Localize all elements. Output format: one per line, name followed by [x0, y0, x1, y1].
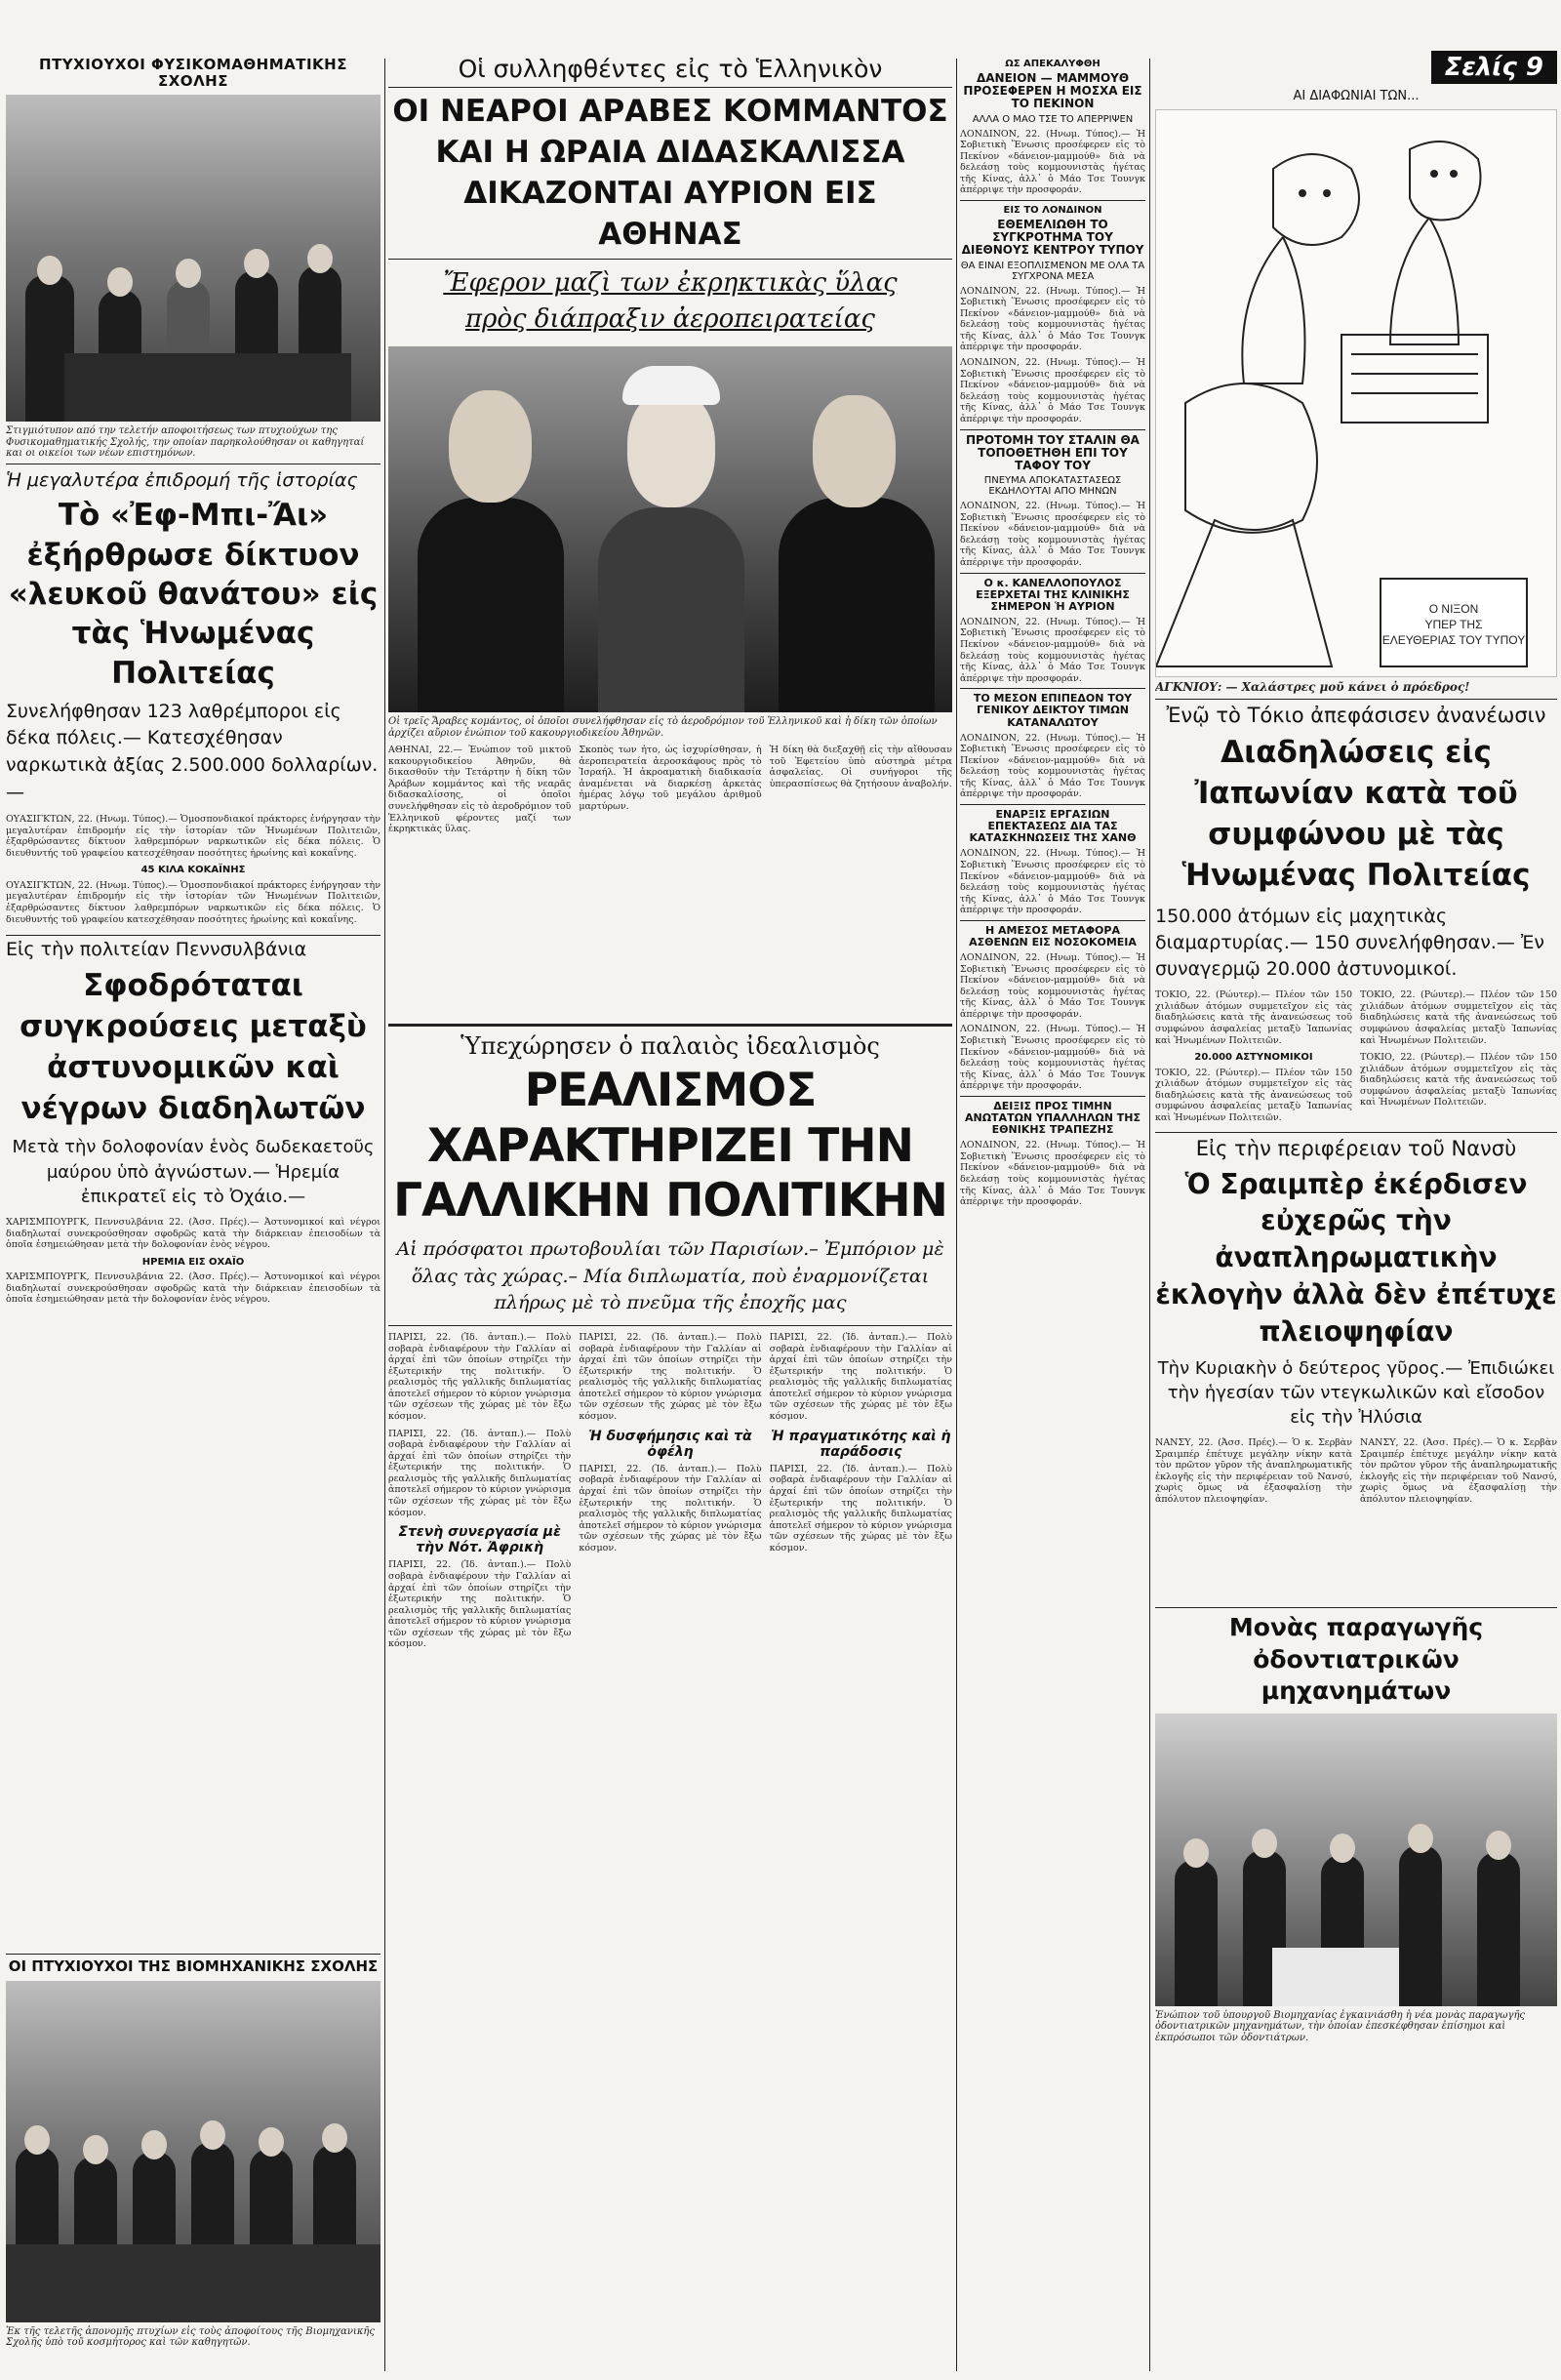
industrial-graduates-title: ΟΙ ΠΤΥΧΙΟΥΧΟΙ ΤΗΣ ΒΙΟΜΗΧΑΝΙΚΗΣ ΣΧΟΛΗΣ — [8, 1957, 379, 1975]
loan-sub: ΑΛΛΑ Ο ΜΑΟ ΤΣΕ ΤΟ ΑΠΕΡΡΙΨΕΝ — [972, 113, 1134, 125]
riots-subheadline: Μετὰ τὴν δολοφονίαν ἑνὸς δωδεκαετοῦς μαύρου ὑπὸ ἀγνώστων.— Ἡρεμία ἐπικρατεῖ εἰς τὸ Ὀχάιο.— — [12, 1137, 375, 1207]
stalin-title: ΠΡΟΤΟΜΗ ΤΟΥ ΣΤΑΛΙΝ ΘΑ ΤΟΠΟΘΕΤΗΘΗ ΕΠΙ ΤΟΥ ΤΑΦΟΥ ΤΟΥ — [966, 432, 1140, 472]
commandos-body-c: Ἡ δίκη θὰ διεξαχθῇ εἰς τὴν αἴθουσαν τοῦ Ἐφετείου ὑπὸ αὐστηρὰ μέτρα ἀσφαλείας. Οἱ συνήγοροι τῆς ὑπερασπίσεως θὰ ζητήσουν ἀναβολήν. — [769, 745, 952, 789]
nancy-kicker: Εἰς τὴν περιφέρειαν τοῦ Νανσὺ — [1195, 1136, 1517, 1160]
patients-body: ΛΟΝΔΙΝΟΝ, 22. (Ηνωμ. Τύπος).— Ἡ Σοβιετικὴ Ἕνωσις προσέφερεν εἰς τὸ Πεκίνον «δάνειον-μαμμούθ» διὰ νὰ δελεάσῃ τοὺς κομμουνιστὰς ἡγέτας τῆς Κίνας, ἀλλ᾿ ὁ Μάο Τσε Τουνγκ ἀπέρριψε τὴν προσφοράν. — [960, 952, 1145, 1020]
commandos-photo-caption: Οἱ τρεῖς Ἄραβες κομάντος, οἱ ὁποῖοι συνελήφθησαν εἰς τὸ ἀεροδρόμιον τοῦ Ἑλληνικοῦ καὶ ἡ δίκη τῶν ὁποίων ἀρχίζει αὔριον ἐνώπιον τοῦ κακουργιοδικείου Ἀθηνῶν. — [388, 716, 938, 739]
france-body-2b: ΠΑΡΙΣΙ, 22. (Ἰδ. ἀνταπ.).— Πολὺ σοβαρὰ ἐνδιαφέρουν τὴν Γαλλίαν αἱ ἀρχαί ἐπὶ τῶν ὁποίων στηρίζει τὴν ἐξωτερικήν της πολιτικήν. Ὁ ρεαλισμὸς τῆς γαλλικῆς διπλωματίας ἀποτελεῖ σήμερον τὸ κύριον γνώρισμα τῶν σχέσεων τῆς χώρας μὲ τὸν ἔξω κόσμον. — [579, 1463, 762, 1553]
france-deck: Αἱ πρόσφατοι πρωτοβουλίαι τῶν Παρισίων.– Ἐμπόριον μὲ ὅλας τὰς χώρας.– Μία διπλωματία, ποὺ ἐναρμονίζεται πλήρως μὲ τὸ πνεῦμα τῆς ἐποχῆς μας — [396, 1238, 944, 1314]
cartoon-drawing — [1156, 110, 1556, 676]
dental-headline: Μονὰς παραγωγῆς ὀδοντιατρικῶν μηχανημάτων — [1228, 1613, 1484, 1706]
commandos-deck-2: πρὸς διάπραξιν ἀεροπειρατείας — [465, 303, 875, 334]
column-3 — [960, 0, 1145, 2380]
japan-body-4: ΤΟΚΙΟ, 22. (Ρώυτερ).— Πλέον τῶν 150 χιλιάδων ἀτόμων συμμετεῖχον εἰς τὰς διαδηλώσεις κατὰ τῆς ἀνανεώσεως τοῦ συμφώνου ἀσφαλείας μεταξὺ Ἰαπωνίας καὶ Ἡνωμένων Πολιτειῶν. — [1360, 1052, 1557, 1109]
press-center-body-2: ΛΟΝΔΙΝΟΝ, 22. (Ηνωμ. Τύπος).— Ἡ Σοβιετικὴ Ἕνωσις προσέφερεν εἰς τὸ Πεκίνον «δάνειον-μαμμούθ» διὰ νὰ δελεάσῃ τοὺς κομμουνιστὰς ἡγέτας τῆς Κίνας, ἀλλ᾿ ὁ Μάο Τσε Τουνγκ ἀπέρριψε τὴν προσφοράν. — [960, 357, 1145, 424]
france-kicker: Ὑπεχώρησεν ὁ παλαιὸς ἰδεαλισμὸς — [460, 1032, 880, 1061]
france-body-3b: ΠΑΡΙΣΙ, 22. (Ἰδ. ἀνταπ.).— Πολὺ σοβαρὰ ἐνδιαφέρουν τὴν Γαλλίαν αἱ ἀρχαί ἐπὶ τῶν ὁποίων στηρίζει τὴν ἐξωτερικήν της πολιτικήν. Ὁ ρεαλισμὸς τῆς γαλλικῆς διπλωματίας ἀποτελεῖ σήμερον τὸ κύριον γνώρισμα τῶν σχέσεων τῆς χώρας μὲ τὸν ἔξω κόσμον. — [769, 1463, 952, 1553]
camps-title: ΕΝΑΡΞΙΣ ΕΡΓΑΣΙΩΝ ΕΠΕΚΤΑΣΕΩΣ ΔΙΑ ΤΑΣ ΚΑΤΑΣΚΗΝΩΣΕΙΣ ΤΗΣ ΧΑΝΘ — [969, 808, 1137, 845]
bank-title: ΔΕΙΞΙΣ ΠΡΟΣ ΤΙΜΗΝ ΑΝΩΤΑΤΩΝ ΥΠΑΛΛΗΛΩΝ ΤΗΣ ΕΘΝΙΚΗΣ ΤΡΑΠΕΖΗΣ — [964, 1099, 1141, 1137]
japan-body-2: ΤΟΚΙΟ, 22. (Ρώυτερ).— Πλέον τῶν 150 χιλιάδων ἀτόμων συμμετεῖχον εἰς τὰς διαδηλώσεις κατὰ τῆς ἀνανεώσεως τοῦ συμφώνου ἀσφαλείας μεταξὺ Ἰαπωνίας καὶ Ἡνωμένων Πολιτειῶν. — [1155, 1067, 1352, 1123]
commandos-body-b: Σκοπὸς των ἦτο, ὡς ἰσχυρίσθησαν, ἡ ἀεροπειρατεία ἀεροσκάφους πρὸς τὸ Ἰσραήλ. Ἡ ἀκροαματικὴ διαδικασία ἀναμένεται νὰ διαρκέσῃ ἀρκετὰς ἡμέρας λόγῳ τοῦ μεγάλου ἀριθμοῦ μαρτύρων. — [579, 745, 762, 813]
kanellopoulos-body: ΛΟΝΔΙΝΟΝ, 22. (Ηνωμ. Τύπος).— Ἡ Σοβιετικὴ Ἕνωσις προσέφερεν εἰς τὸ Πεκίνον «δάνειον-μαμμούθ» διὰ νὰ δελεάσῃ τοὺς κομμουνιστὰς ἡγέτας τῆς Κίνας, ἀλλ᾿ ὁ Μάο Τσε Τουνγκ ἀπέρριψε τὴν προσφοράν. — [960, 616, 1145, 684]
japan-body: ΤΟΚΙΟ, 22. (Ρώυτερ).— Πλέον τῶν 150 χιλιάδων ἀτόμων συμμετεῖχον εἰς τὰς διαδηλώσεις κατὰ τῆς ἀνανεώσεως τοῦ συμφώνου ἀσφαλείας μεταξὺ Ἰαπωνίας καὶ Ἡνωμένων Πολιτειῶν. — [1155, 989, 1352, 1046]
commandos-kicker: Οἱ συλληφθέντες εἰς τὸ Ἑλληνικὸν — [458, 55, 883, 83]
press-center-kicker: ΕΙΣ ΤΟ ΛΟΝΔΙΝΟΝ — [1003, 205, 1102, 217]
press-center-body: ΛΟΝΔΙΝΟΝ, 22. (Ηνωμ. Τύπος).— Ἡ Σοβιετικὴ Ἕνωσις προσέφερεν εἰς τὸ Πεκίνον «δάνειον-μαμμούθ» διὰ νὰ δελεάσῃ τοὺς κομμουνιστὰς ἡγέτας τῆς Κίνας, ἀλλ᾿ ὁ Μάο Τσε Τουνγκ ἀπέρριψε τὴν προσφοράν. — [960, 285, 1145, 353]
commandos-photo — [388, 346, 952, 712]
commandos-deck-1: Ἔφερον μαζὶ των ἐκρηκτικὰς ὕλας — [443, 268, 898, 299]
graduates-photo-title: ΠΤΥΧΙΟΥΧΟΙ ΦΥΣΙΚΟΜΑΘΗΜΑΤΙΚΗΣ ΣΧΟΛΗΣ — [39, 56, 347, 90]
commandos-headline: ΟΙ ΝΕΑΡΟΙ ΑΡΑΒΕΣ ΚΟΜΜΑΝΤΟΣ ΚΑΙ Η ΩΡΑΙΑ ΔΙΔΑΣΚΑΛΙΣΣΑ ΔΙΚΑΖΟΝΤΑΙ ΑΥΡΙΟΝ ΕΙΣ ΑΘΗΝΑΣ — [392, 94, 948, 252]
industrial-graduates-caption: Ἐκ τῆς τελετῆς ἀπονομῆς πτυχίων εἰς τοὺς ἀποφοίτους τῆς Βιομηχανικῆς Σχολῆς ὑπὸ τοῦ κοσμήτορος καὶ τῶν καθηγητῶν. — [6, 2325, 375, 2348]
cartoon-sign-line: ΥΠΕΡ ΤΗΣ — [1424, 618, 1483, 632]
patients-title: Η ΑΜΕΣΟΣ ΜΕΤΑΦΟΡΑ ΑΣΘΕΝΩΝ ΕΙΣ ΝΟΣΟΚΟΜΕΙΑ — [969, 923, 1137, 948]
fbi-body-2: ΟΥΑΣΙΓΚΤΩΝ, 22. (Ηνωμ. Τύπος).— Ὁμοσπονδιακοί πράκτορες ἐνήργησαν τὴν μεγαλυτέραν ἐπιδρομήν εἰς τὴν ἱστορίαν τῶν Ἡνωμένων Πολιτειῶν, ἐξαρθρώσαντες δίκτυον λαθρεμπόρων ναρκωτικῶν εἰς δέκα πόλεις. Ὁ διευθυντής τοῦ γραφείου κατεσχέθησαν ποσότητες ἡρωίνης καὶ κοκαΐνης. — [6, 879, 380, 925]
nancy-subheadline: Τὴν Κυριακὴν ὁ δεύτερος γῦρος.— Ἐπιδιώκει τὴν ἡγεσίαν τῶν ντεγκωλικῶν καὶ εἴσοδον εἰς τὴν Ἠλύσια — [1157, 1357, 1555, 1428]
main-story — [388, 0, 952, 2380]
kanellopoulos-title: Ο κ. ΚΑΝΕΛΛΟΠΟΥΛΟΣ ΕΞΕΡΧΕΤΑΙ ΤΗΣ ΚΛΙΝΙΚΗΣ ΣΗΜΕΡΟΝ Ἡ ΑΥΡΙΟΝ — [976, 576, 1130, 613]
loan-kicker: ΩΣ ΑΠΕΚΑΛΥΦΘΗ — [1005, 59, 1101, 69]
nancy-body: ΝΑΝΣΥ, 22. (Ἀσσ. Πρές).— Ὁ κ. Σερβὰν Σραιμπέρ ἐπέτυχε μεγάλην νίκην κατὰ τὸν πρῶτον γῦρον τῆς ἀναπληρωματικῆς ἐκλογῆς εἰς τὴν περιφέρειαν τοῦ Νανσύ, χωρὶς ὅμως νὰ ἐξασφαλίσῃ τὴν ἀπόλυτον πλειοψηφίαν. — [1155, 1437, 1352, 1505]
graduates-photo-caption: Στιγμιότυπον από την τελετήν αποφοιτήσεως των πτυχιούχων της Φυσικομαθηματικής Σχολής, την οποίαν παρηκολούθησαν οι καθηγηταί και οι οικείοι των νέων επιστημόνων. — [6, 425, 365, 459]
page-number-badge: Σελίς 9 — [1431, 51, 1557, 84]
fbi-body: ΟΥΑΣΙΓΚΤΩΝ, 22. (Ηνωμ. Τύπος).— Ὁμοσπονδιακοί πράκτορες ἐνήργησαν τὴν μεγαλυτέραν ἐπιδρομήν εἰς τὴν ἱστορίαν τῶν Ἡνωμένων Πολιτειῶν, ἐξαρθρώσαντες δίκτυον λαθρεμπόρων ναρκωτικῶν εἰς δέκα πόλεις. Ὁ διευθυντής τοῦ γραφείου κατεσχέθησαν ποσότητες ἡρωίνης καὶ κοκαΐνης. — [6, 814, 380, 859]
dental-photo — [1155, 1714, 1557, 2006]
loan-body: ΛΟΝΔΙΝΟΝ, 22. (Ηνωμ. Τύπος).— Ἡ Σοβιετικὴ Ἕνωσις προσέφερεν εἰς τὸ Πεκίνον «δάνειον-μαμμούθ» διὰ νὰ δελεάσῃ τοὺς κομμουνιστὰς ἡγέτας τῆς Κίνας, ἀλλ᾿ ὁ Μάο Τσε Τουνγκ ἀπέρριψε τὴν προσφοράν. — [960, 128, 1145, 196]
france-body-1c: ΠΑΡΙΣΙ, 22. (Ἰδ. ἀνταπ.).— Πολὺ σοβαρὰ ἐνδιαφέρουν τὴν Γαλλίαν αἱ ἀρχαί ἐπὶ τῶν ὁποίων στηρίζει τὴν ἐξωτερικήν της πολιτικήν. Ὁ ρεαλισμὸς τῆς γαλλικῆς διπλωματίας ἀποτελεῖ σήμερον τὸ κύριον γνώρισμα τῶν σχέσεων τῆς χώρας μὲ τὸν ἔξω κόσμον. — [388, 1559, 572, 1650]
japan-kicker: Ἐνῷ τὸ Τόκιο ἀπεφάσισεν ἀνανέωσιν — [1166, 704, 1546, 728]
dental-caption: Ἐνώπιον τοῦ ὑπουργοῦ Βιομηχανίας ἐγκαινιάσθη ἡ νέα μονὰς παραγωγῆς ὀδοντιατρικῶν μηχανημάτων, τὴν ὁποίαν ἐπεσκέφθησαν ἐπίσημοι καὶ ἐκπρόσωποι τῶν ὀδοντιάτρων. — [1155, 2009, 1526, 2043]
column-1 — [6, 0, 380, 2380]
patients-body-2: ΛΟΝΔΙΝΟΝ, 22. (Ηνωμ. Τύπος).— Ἡ Σοβιετικὴ Ἕνωσις προσέφερεν εἰς τὸ Πεκίνον «δάνειον-μαμμούθ» διὰ νὰ δελεάσῃ τοὺς κομμουνιστὰς ἡγέτας τῆς Κίνας, ἀλλ᾿ ὁ Μάο Τσε Τουνγκ ἀπέρριψε τὴν προσφοράν. — [960, 1024, 1145, 1092]
riots-body-2: ΧΑΡΙΣΜΠΟΥΡΓΚ, Πεννσυλβάνια 22. (Ἀσσ. Πρές).— Ἀστυνομικοί καὶ νέγροι διαδηλωταί συνεκρούσθησαν σφοδρῶς κατὰ τὴν διάρκειαν ἐπεισοδίων τὰ ὁποῖα ἐσημειώθησαν μετὰ τὴν δολοφονίαν ἑνὸς νέγρου. — [6, 1271, 380, 1306]
japan-subhead: 20.000 ΑΣΤΥΝΟΜΙΚΟΙ — [1194, 1052, 1313, 1064]
japan-headline: Διαδηλώσεις εἰς Ἰαπωνίαν κατὰ τοῦ συμφώνου μὲ τὰς Ἡνωμένας Πολιτείας — [1181, 735, 1531, 893]
riots-kicker: Εἰς τὴν πολιτείαν Πεννσυλβάνια — [6, 939, 307, 961]
france-body-1b: ΠΑΡΙΣΙ, 22. (Ἰδ. ἀνταπ.).— Πολὺ σοβαρὰ ἐνδιαφέρουν τὴν Γαλλίαν αἱ ἀρχαί ἐπὶ τῶν ὁποίων στηρίζει τὴν ἐξωτερικήν της πολιτικήν. Ὁ ρεαλισμὸς τῆς γαλλικῆς διπλωματίας ἀποτελεῖ σήμερον τὸ κύριον γνώρισμα τῶν σχέσεων τῆς χώρας μὲ τὸν ἔξω κόσμον. — [388, 1428, 572, 1518]
fbi-subheadline: Συνελήφθησαν 123 λαθρέμποροι εἰς δέκα πόλεις.— Κατεσχέθησαν ναρκωτικὰ ἀξίας 2.500.000 δολλαρίων.— — [6, 700, 379, 803]
commandos-body-a: ΑΘΗΝΑΙ, 22.— Ἐνώπιον τοῦ μικτοῦ κακουργιοδικείου Ἀθηνῶν, θὰ δικασθοῦν τὴν Τετάρτην ἡ δίκη τῶν Ἀράβων κομμάντος καὶ τῆς νεαρᾶς διδασκαλίσσης, οἱ ὁποῖοι συνελήφθησαν εἰς τὸ ἀεροδρόμιον τοῦ Ἑλληνικοῦ φέροντες μαζί των ἐκρηκτικὰς ὕλας. — [388, 745, 572, 835]
france-subhead-1: Ἡ δυσφήμησις καὶ τὰ ὀφέλη — [588, 1428, 752, 1460]
camps-body: ΛΟΝΔΙΝΟΝ, 22. (Ηνωμ. Τύπος).— Ἡ Σοβιετικὴ Ἕνωσις προσέφερεν εἰς τὸ Πεκίνον «δάνειον-μαμμούθ» διὰ νὰ δελεάσῃ τοὺς κομμουνιστὰς ἡγέτας τῆς Κίνας, ἀλλ᾿ ὁ Μάο Τσε Τουνγκ ἀπέρριψε τὴν προσφοράν. — [960, 848, 1145, 916]
price-index-title: ΤΟ ΜΕΣΟΝ ΕΠΙΠΕΔΟΝ ΤΟΥ ΓΕΝΙΚΟΥ ΔΕΙΚΤΟΥ ΤΙΜΩΝ ΚΑΤΑΝΑΛΩΤΟΥ — [973, 692, 1133, 729]
france-body-1: ΠΑΡΙΣΙ, 22. (Ἰδ. ἀνταπ.).— Πολὺ σοβαρὰ ἐνδιαφέρουν τὴν Γαλλίαν αἱ ἀρχαί ἐπὶ τῶν ὁποίων στηρίζει τὴν ἐξωτερικήν της πολιτικήν. Ὁ ρεαλισμὸς τῆς γαλλικῆς διπλωματίας ἀποτελεῖ σήμερον τὸ κύριον γνώρισμα τῶν σχέσεων τῆς χώρας μὲ τὸν ἔξω κόσμον. — [388, 1331, 572, 1423]
stalin-sub: ΠΝΕΥΜΑ ΑΠΟΚΑΤΑΣΤΑΣΕΩΣ ΕΚΔΗΛΟΥΤΑΙ ΑΠΟ ΜΗΝΩΝ — [983, 475, 1122, 498]
bank-body: ΛΟΝΔΙΝΟΝ, 22. (Ηνωμ. Τύπος).— Ἡ Σοβιετικὴ Ἕνωσις προσέφερεν εἰς τὸ Πεκίνον «δάνειον-μαμμούθ» διὰ νὰ δελεάσῃ τοὺς κομμουνιστὰς ἡγέτας τῆς Κίνας, ἀλλ᾿ ὁ Μάο Τσε Τουνγκ ἀπέρριψε τὴν προσφοράν. — [960, 1140, 1145, 1208]
graduates-photo — [6, 95, 380, 422]
cartoon-caption: ΑΓΚΝΙΟΥ: — Χαλάστρες μοῦ κάνει ὁ πρόεδρος! — [1155, 680, 1470, 695]
japan-subheadline: 150.000 ἀτόμων εἰς μαχητικὰς διαμαρτυρίας.— 150 συνελήφθησαν.— Ἐν συναγερμῷ 20.000 ἀστυνομικοί. — [1155, 906, 1545, 980]
cartoon — [1155, 109, 1557, 677]
fbi-subhead: 45 ΚΙΛΑ ΚΟΚΑΪΝΗΣ — [140, 865, 246, 876]
cartoon-sign-line: Ο ΝΙΞΟΝ — [1428, 602, 1479, 617]
fbi-kicker: Ἡ μεγαλυτέρα ἐπιδρομή τῆς ἱστορίας — [6, 468, 358, 491]
press-center-sub: ΘΑ ΕΙΝΑΙ ΕΞΟΠΛΙΣΜΕΝΟΝ ΜΕ ΟΛΑ ΤΑ ΣΥΓΧΡΟΝΑ ΜΕΣΑ — [960, 260, 1145, 282]
japan-body-3: ΤΟΚΙΟ, 22. (Ρώυτερ).— Πλέον τῶν 150 χιλιάδων ἀτόμων συμμετεῖχον εἰς τὰς διαδηλώσεις κατὰ τῆς ἀνανεώσεως τοῦ συμφώνου ἀσφαλείας μεταξὺ Ἰαπωνίας καὶ Ἡνωμένων Πολιτειῶν. — [1360, 989, 1557, 1046]
france-headline: ΡΕΑΛΙΣΜΟΣ ΧΑΡΑΚΤΗΡΙΖΕΙ ΤΗΝ ΓΑΛΛΙΚΗΝ ΠΟΛΙΤΙΚΗΝ — [393, 1064, 947, 1228]
nancy-headline: Ὁ Σραιμπὲρ ἐκέρδισεν εὐχερῶς τὴν ἀναπληρωματικὴν ἐκλογὴν ἀλλὰ δὲν ἐπέτυχε πλειοψηφίαν — [1155, 1167, 1557, 1348]
cartoon-title: ΑΙ ΔΙΑΦΩΝΙΑΙ ΤΩΝ... — [1293, 89, 1420, 103]
price-index-body: ΛΟΝΔΙΝΟΝ, 22. (Ηνωμ. Τύπος).— Ἡ Σοβιετικὴ Ἕνωσις προσέφερεν εἰς τὸ Πεκίνον «δάνειον-μαμμούθ» διὰ νὰ δελεάσῃ τοὺς κομμουνιστὰς ἡγέτας τῆς Κίνας, ἀλλ᾿ ὁ Μάο Τσε Τουνγκ ἀπέρριψε τὴν προσφοράν. — [960, 732, 1145, 800]
industrial-graduates-photo — [6, 1981, 380, 2322]
france-subhead-3: Στενὴ συνεργασία μὲ τὴν Νότ. Ἀφρικὴ — [398, 1524, 561, 1556]
loan-title: ΔΑΝΕΙΟΝ — ΜΑΜΜΟΥΘ ΠΡΟΣΕΦΕΡΕΝ Η ΜΟΣΧΑ ΕΙΣ ΤΟ ΠΕΚΙΝΟΝ — [963, 71, 1142, 111]
stalin-body: ΛΟΝΔΙΝΟΝ, 22. (Ηνωμ. Τύπος).— Ἡ Σοβιετικὴ Ἕνωσις προσέφερεν εἰς τὸ Πεκίνον «δάνειον-μαμμούθ» διὰ νὰ δελεάσῃ τοὺς κομμουνιστὰς ἡγέτας τῆς Κίνας, ἀλλ᾿ ὁ Μάο Τσε Τουνγκ ἀπέρριψε τὴν προσφοράν. — [960, 501, 1145, 568]
france-body-3: ΠΑΡΙΣΙ, 22. (Ἰδ. ἀνταπ.).— Πολὺ σοβαρὰ ἐνδιαφέρουν τὴν Γαλλίαν αἱ ἀρχαί ἐπὶ τῶν ὁποίων στηρίζει τὴν ἐξωτερικήν της πολιτικήν. Ὁ ρεαλισμὸς τῆς γαλλικῆς διπλωματίας ἀποτελεῖ σήμερον τὸ κύριον γνώρισμα τῶν σχέσεων τῆς χώρας μὲ τὸν ἔξω κόσμον. — [769, 1331, 952, 1423]
riots-subhead: ΗΡΕΜΙΑ ΕΙΣ ΟΧΑΪΟ — [141, 1256, 245, 1268]
column-4 — [1155, 0, 1557, 2380]
nancy-body-2: ΝΑΝΣΥ, 22. (Ἀσσ. Πρές).— Ὁ κ. Σερβὰν Σραιμπέρ ἐπέτυχε μεγάλην νίκην κατὰ τὸν πρῶτον γῦρον τῆς ἀναπληρωματικῆς ἐκλογῆς εἰς τὴν περιφέρειαν τοῦ Νανσύ, χωρὶς ὅμως νὰ ἐξασφαλίσῃ τὴν ἀπόλυτον πλειοψηφίαν. — [1360, 1437, 1557, 1505]
france-subhead-2: Ἡ πραγματικότης καὶ ἡ παράδοσις — [771, 1428, 951, 1460]
cartoon-sign-line: ΕΛΕΥΘΕΡΙΑΣ ΤΟΥ ΤΥΠΟΥ — [1381, 633, 1526, 648]
riots-body: ΧΑΡΙΣΜΠΟΥΡΓΚ, Πεννσυλβάνια 22. (Ἀσσ. Πρές).— Ἀστυνομικοί καὶ νέγροι διαδηλωταί συνεκρούσθησαν σφοδρῶς κατὰ τὴν διάρκειαν ἐπεισοδίων τὰ ὁποῖα ἐσημειώθησαν μετὰ τὴν δολοφονίαν ἑνὸς νέγρου. — [6, 1217, 380, 1251]
press-center-title: ΕΘΕΜΕΛΙΩΘΗ ΤΟ ΣΥΓΚΡΟΤΗΜΑ ΤΟΥ ΔΙΕΘΝΟΥΣ ΚΕΝΤΡΟΥ ΤΥΠΟΥ — [961, 218, 1144, 258]
france-body-2: ΠΑΡΙΣΙ, 22. (Ἰδ. ἀνταπ.).— Πολὺ σοβαρὰ ἐνδιαφέρουν τὴν Γαλλίαν αἱ ἀρχαί ἐπὶ τῶν ὁποίων στηρίζει τὴν ἐξωτερικήν της πολιτικήν. Ὁ ρεαλισμὸς τῆς γαλλικῆς διπλωματίας ἀποτελεῖ σήμερον τὸ κύριον γνώρισμα τῶν σχέσεων τῆς χώρας μὲ τὸν ἔξω κόσμον. — [579, 1331, 762, 1423]
riots-headline: Σφοδρόταται συγκρούσεις μεταξὺ ἀστυνομικῶν καὶ νέγρων διαδηλωτῶν — [20, 968, 367, 1126]
fbi-headline: Τὸ «Ἐφ-Μπι-Ἄι» ἐξήρθρωσε δίκτυον «λευκοῦ θανάτου» εἰς τὰς Ἡνωμένας Πολιτείας — [8, 498, 379, 691]
